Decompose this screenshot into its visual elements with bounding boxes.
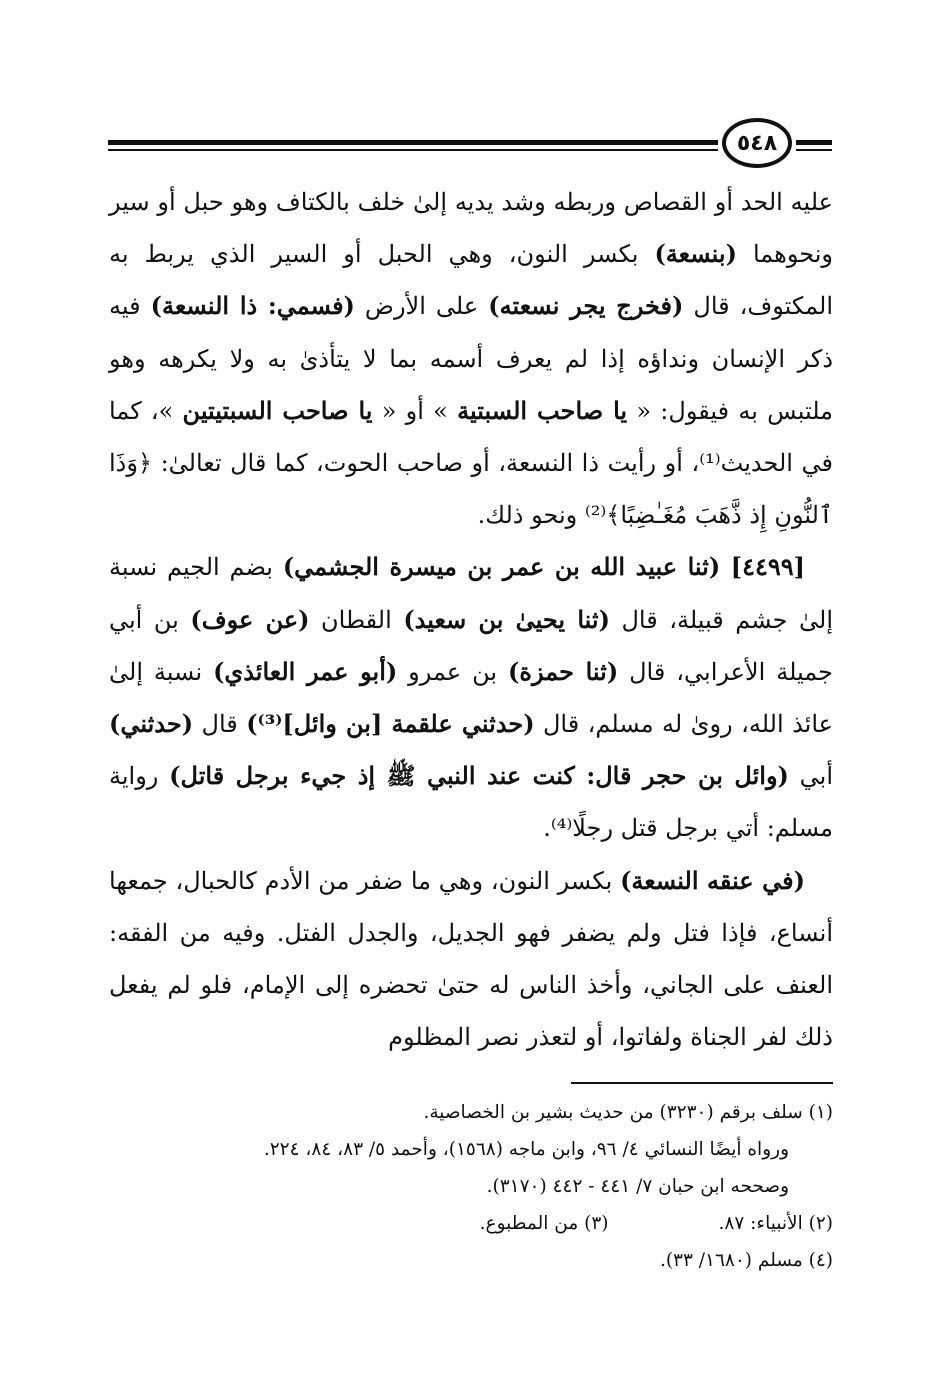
footnote-separator: [571, 1082, 833, 1084]
text-segment: القطان: [309, 605, 404, 634]
main-text: [109, 176, 833, 1063]
bold-segment: (ثنا حمزة): [508, 656, 619, 686]
text-segment: فيه ذكر الإنسان ونداؤه إذا لم يعرف أسمه بما لا يتأذىٰ به ولا يكرهه وهو ملتبس به فيقول: «: [109, 292, 834, 425]
header-rule-right-thin: [796, 149, 832, 151]
footnote-2-3-row: [109, 1205, 833, 1242]
bold-segment: يا صاحب السبتية: [457, 395, 628, 425]
header-rule-right: [796, 140, 832, 145]
text-segment: بن أبي جميلة الأعرابي، قال: [109, 605, 833, 686]
text-segment: رواية مسلم: أتي برجل قتل رجلًا⁽⁴⁾.: [109, 762, 833, 843]
bold-segment: [٤٤٩٩] (ثنا عبيد الله بن عمر بن ميسرة الجشمي): [282, 552, 805, 582]
header-rule-thin: [108, 149, 718, 151]
bold-segment: (وائل بن حجر قال: كنت عند النبي ﷺ إذ جيء برجل قاتل): [169, 761, 789, 791]
text-segment: بضم الجيم نسبة إلىٰ جشم قبيلة، قال: [109, 553, 833, 634]
text-segment: أبي: [788, 762, 834, 791]
bold-segment: يا صاحب السبتيتين: [182, 395, 373, 425]
paragraph-3: [109, 855, 833, 1064]
text-segment: عليه الحد أو القصاص وربطه وشد يديه إلىٰ خلف بالكتاف وهو حبل أو سير ونحوهما: [109, 188, 833, 269]
paragraph-1: [109, 176, 833, 541]
bold-segment: (عن عوف): [190, 604, 310, 634]
page-number: ٥٤٨: [722, 118, 792, 168]
text-segment: على الأرض: [354, 292, 489, 321]
text-segment: بكسر النون، وهي الحبل أو السير الذي يربط به المكتوف، قال: [109, 240, 834, 321]
paragraph-2: [109, 541, 833, 854]
bold-segment: (فسمي: ذا النسعة): [150, 291, 355, 321]
bold-segment: (في عنقه النسعة): [620, 865, 805, 895]
text-segment: نسبة إلىٰ عائذ الله، روىٰ له مسلم، قال: [109, 657, 833, 739]
footnote-2: (٢) الأنبياء: ٨٧.: [718, 1213, 833, 1234]
bold-segment: (حدثني): [109, 709, 194, 739]
footnote-1-cont: ورواه أيضًا النسائي ٤/ ٩٦، وابن ماجه (١٥٦٨)، وأحمد ٥/ ٨٣، ٨٤، ٢٢٤.: [263, 1139, 789, 1160]
footnote-gap: [609, 1205, 719, 1242]
text-segment: » أو «: [372, 396, 458, 425]
text-segment: بن عمرو: [397, 657, 509, 686]
footnote-1-cont-2: وصححه ابن حبان ٧/ ٤٤١ - ٤٤٢ (٣١٧٠).: [486, 1176, 789, 1197]
bold-segment: (ثنا يحيىٰ بن سعيد): [403, 604, 610, 634]
header-rule: [108, 140, 718, 145]
bold-segment: (أبو عمر العائذي): [213, 656, 398, 686]
footnote-3: (٣) من المطبوع.: [479, 1213, 609, 1234]
text-segment: قال: [193, 710, 247, 739]
bold-segment: (بنسعة): [654, 239, 737, 269]
text-segment: بكسر النون، وهي ما ضفر من الأدم كالحبال، جمعها أنساع، فإذا فتل ولم يضفر فهو الجديل، والجدل الفتل. وفيه من الفقه: العنف على الجاني، وأخذ الناس له حتىٰ تحضره إلى الإمام، فلو لم يفعل ذلك لفر الجناة ولفاتوا، أو لتعذر نصر المظلوم: [109, 866, 833, 1052]
text-segment: »، كما في الحديث⁽¹⁾، أو رأيت ذا النسعة، أو صاحب الحوت، كما قال تعالىٰ: ﴿وَذَا ٱلنُّونِ إِذ ذَّهَبَ مُغَـٰضِبًا﴾⁽²⁾ ونحو ذلك.: [109, 396, 833, 530]
bold-segment: (حدثني علقمة [بن وائل]⁽³⁾): [246, 709, 535, 739]
footnote-1: (١) سلف برقم (٣٢٣٠) من حديث بشير بن الخصاصية.: [423, 1102, 833, 1123]
bold-segment: (فخرج يجر نسعته): [488, 291, 684, 321]
footnotes: [109, 1094, 833, 1279]
footnote-4: (٤) مسلم (١٦٨٠/ ٣٣).: [659, 1250, 833, 1271]
